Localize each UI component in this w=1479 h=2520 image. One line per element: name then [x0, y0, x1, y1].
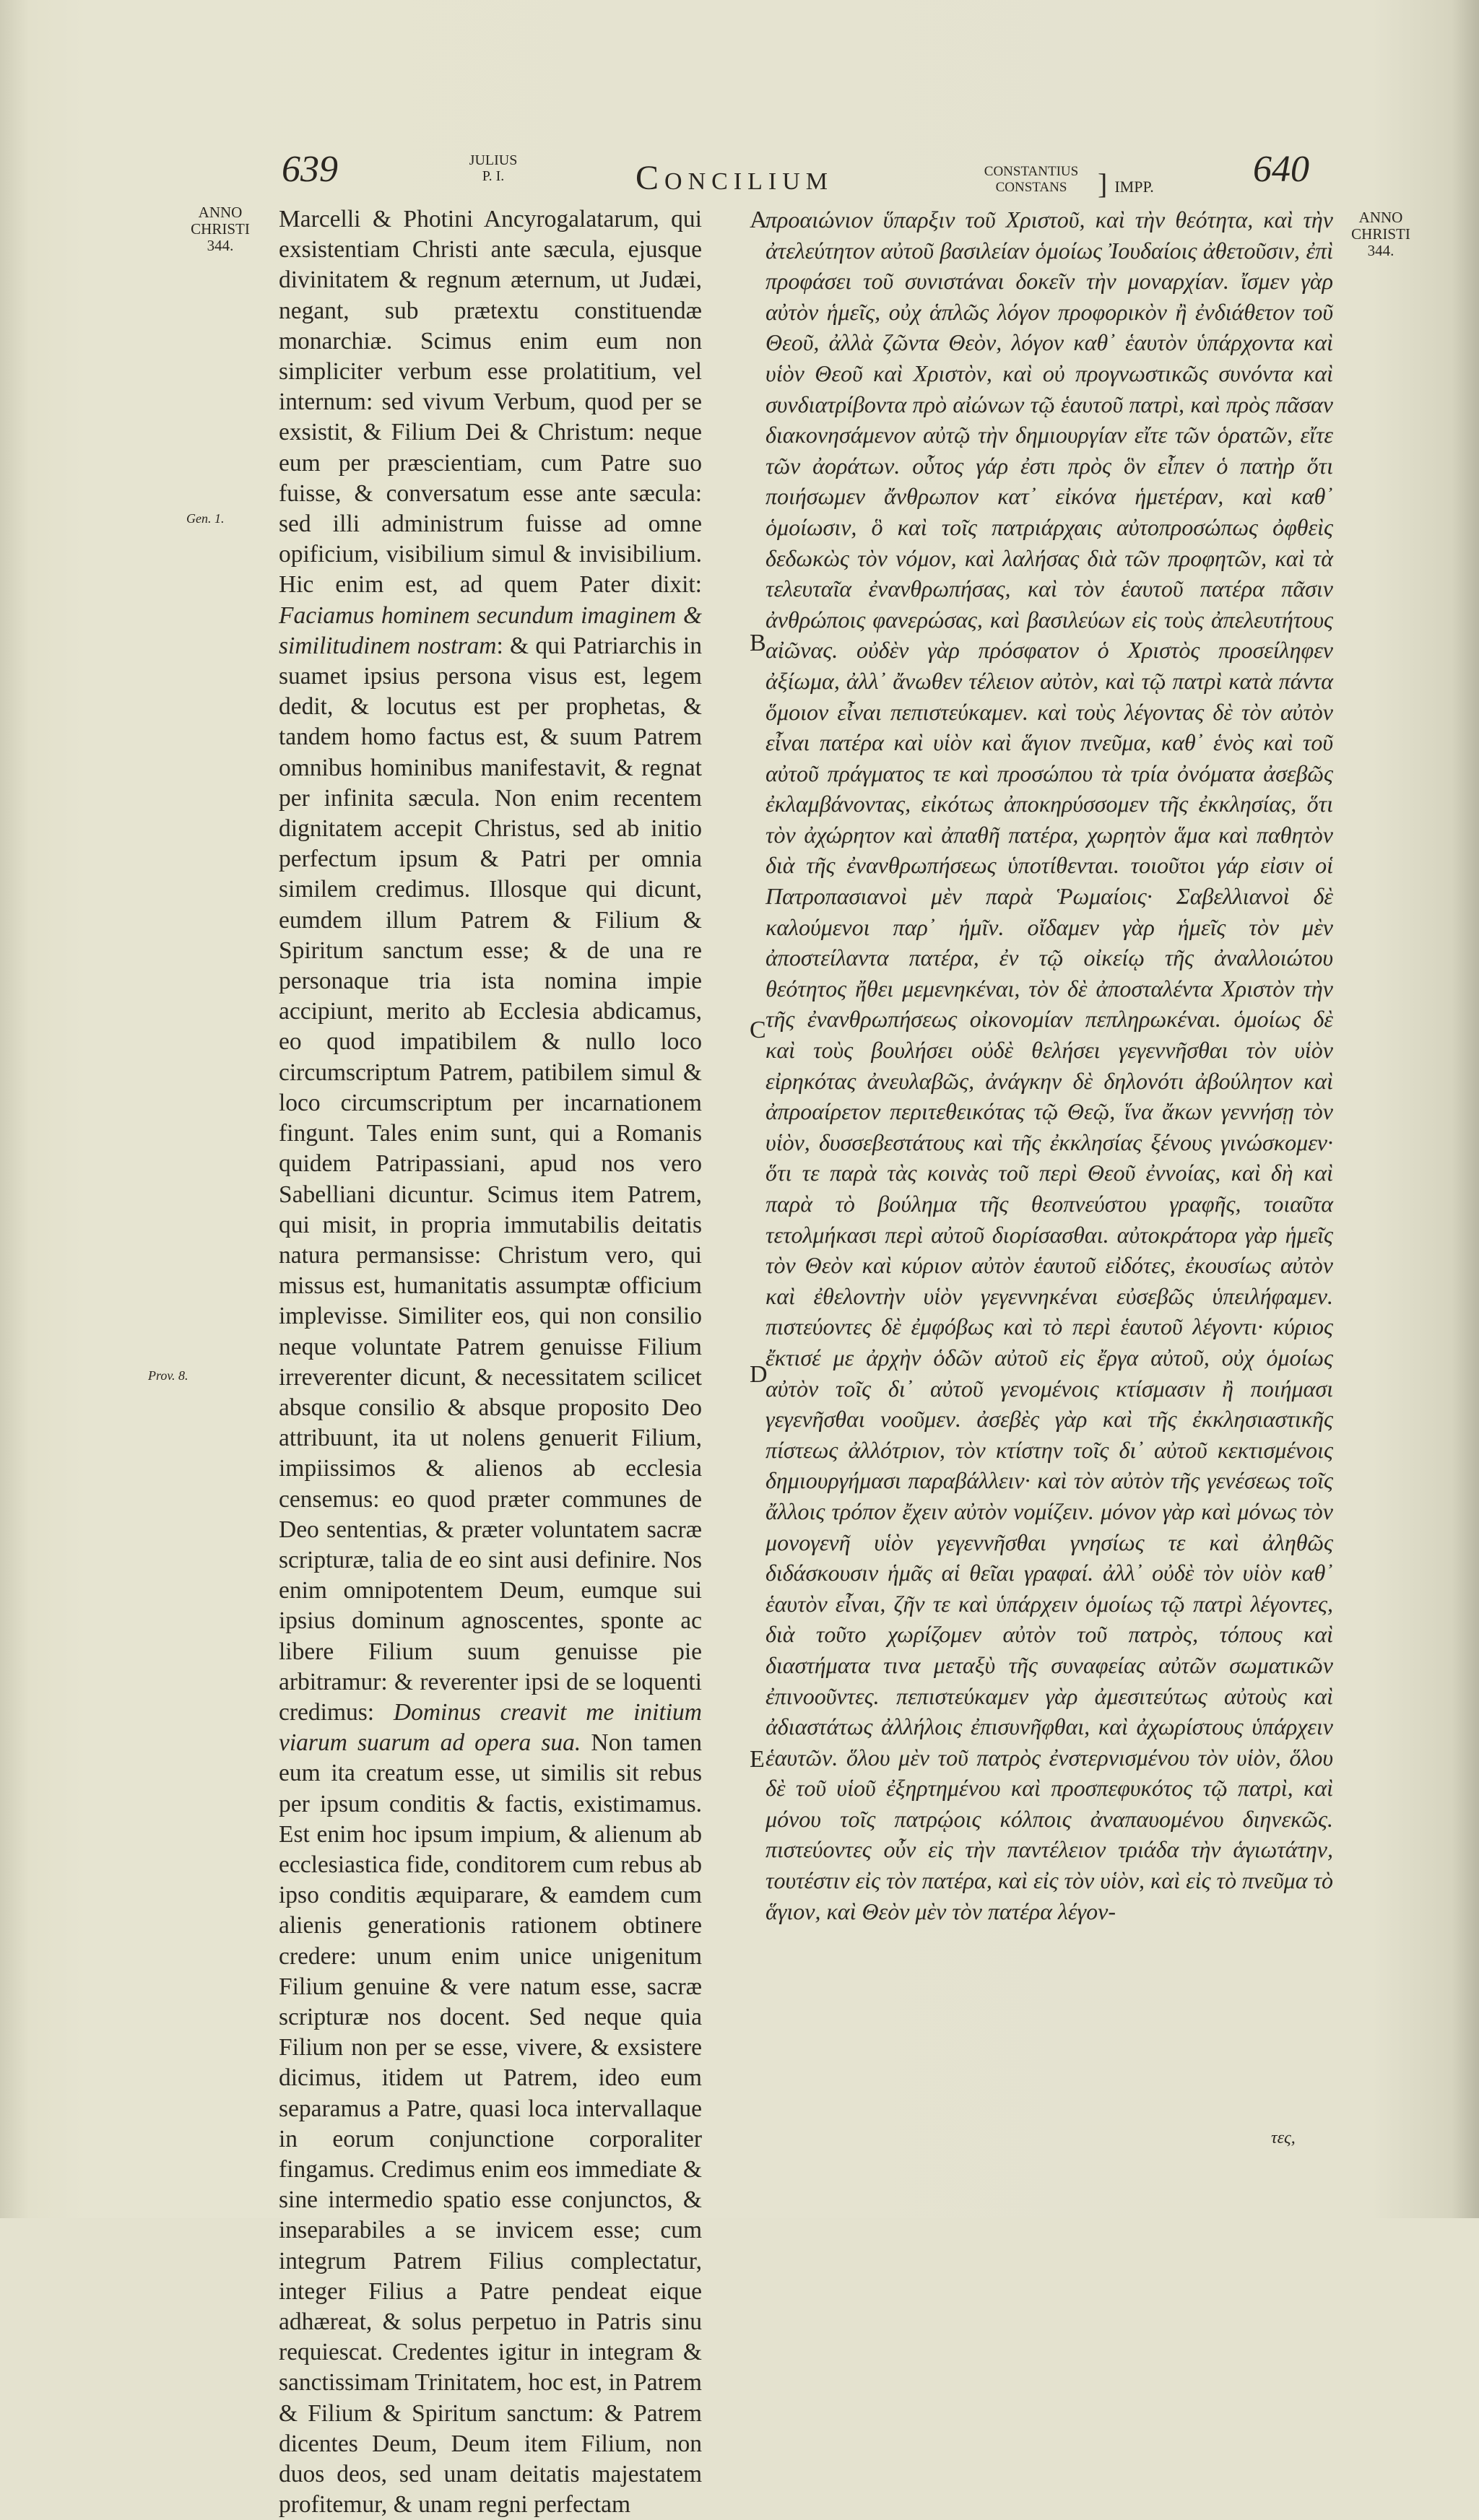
greek-column	[765, 204, 1333, 1926]
latin-quote-proverbs: Dominus creavit me initium viarum suarum ad opera sua.	[279, 1698, 703, 1757]
left-label-line1: JULIUS	[469, 152, 518, 168]
section-letter-c: C	[750, 1017, 766, 1043]
impp-label: IMPP.	[1114, 177, 1154, 196]
latin-paragraph	[279, 204, 702, 2520]
left-running-label	[468, 152, 519, 184]
right-label-suffix: ] IMPP.	[1098, 168, 1154, 200]
latin-text-3: Non tamen eum ita creatum esse, ut similis sit rebus per ipsum conditis & factis, existimamus. Est enim hoc ipsum impium, & alienum ab ecclesiastica fide, conditorem cum rebus ab ipso conditis æquiparare, & eamdem cum alienis generationis rationem obtinere credere: unum enim unice unigenitum Filium genuine & vere natum esse, sacræ scripturæ nos docent. Sed neque quia Filium non per se esse, vivere, & exsistere dicimus, itidem ut Patrem, ideo eum separamus a Patre, quasi loca intervallaque in eorum conjunctione corporaliter fingamus. Credimus enim eos immediate & sine intermedio spatio esse conjunctos, & inseparabiles a se invicem esse; cum integrum Patrem Filius complectatur, integer Filius a Patre pendeat eique adhæreat, & solus perpetuo in Patris sinu requiescat. Credentes igitur in integram & sanctissimam Trinitatem, hoc est, in Patrem & Filium & Spiritum sanctum: & Patrem dicentes Deum, Deum item Filium, non duos deos, sed unam deitatis majestatem profitemur, & unam regni perfectam	[279, 1729, 702, 2519]
margin-citation-genesis: Gen. 1.	[186, 511, 225, 526]
section-letter-a: A	[750, 207, 768, 233]
latin-quote-genesis: Faciamus hominem secundum imaginem & similitudinem nostram	[279, 601, 702, 659]
section-letter-e: E	[750, 1746, 765, 1773]
right-label-line1: CONSTANTIUS	[984, 164, 1079, 179]
left-page-number: 639	[282, 149, 338, 190]
right-label-line2: CONSTANS	[995, 180, 1067, 195]
section-letter-b: B	[750, 630, 766, 656]
page-header	[0, 148, 1479, 199]
margin-citation-proverbs: Prov. 8.	[148, 1368, 188, 1383]
section-letter-d: D	[750, 1361, 768, 1388]
right-margin-year: ANNO CHRISTI 344.	[1351, 209, 1410, 259]
right-running-label	[973, 164, 1089, 196]
page-title: Concilium	[636, 159, 833, 197]
catchword: τες,	[1271, 2129, 1296, 2147]
latin-text-2: : & qui Patriarchis in suamet ipsius persona visus est, legem dedit, & locutus est per prophetas, & tandem homo factus est, & suum Patrem omnibus hominibus manifestavit, & regnat per infinita sæcula. Non enim recentem dignitatem accepit Christus, sed ab initio perfectum ipsum & Patri per omnia similem credimus. Illosque qui dicunt, eumdem illum Patrem & Filium & Spiritum sanctum esse; & de una re personaque tria ista nomina impie accipiunt, merito ab Ecclesia abdicamus, eo quod impatibilem & nullo loco circumscriptum Patrem, patibilem simul & loco circumscriptum per incarnationem fingunt. Tales enim sunt, qui a Romanis quidem Patripassiani, apud nos vero Sabelliani dicuntur. Scimus item Patrem, qui misit, in propria immutabilis deitatis natura permansisse: Christum vero, qui missus est, humanitatis assumptæ officium implevisse. Similiter eos, qui non consilio neque voluntate Patrem genuisse Filium irreverenter dicunt, & necessitatem scilicet absque consilio & absque proposito Deo attribuunt, ita ut nolens genuerit Filium, impiissimos & alienos ab ecclesia censemus: eo quod præter communes de Deo sententias, & præter voluntatem sacræ scripturæ, talia de eo sint ausi definire. Nos enim omnipotentem Deum, eumque sui ipsius dominum agnoscentes, sponte ac libere Filium suum genuisse pie arbitramur: & reverenter ipsi de se loquenti credimus:	[279, 632, 702, 1726]
right-page-number: 640	[1253, 149, 1309, 190]
left-label-line2: P. I.	[482, 168, 505, 184]
latin-column	[279, 204, 702, 2520]
greek-text: προαιώνιον ὕπαρξιν τοῦ Χριστοῦ, καὶ τὴν θεότητα, καὶ τὴν ἀτελεύτητον αὐτοῦ βασιλείαν ὁμοίως Ἰουδαίοις ἀθετοῦσιν, ἐπὶ προφάσει τοῦ συνιστάναι δοκεῖν τὴν μοναρχίαν. ἴσμεν γὰρ αὐτὸν ἡμεῖς, οὐχ ἁπλῶς λόγον προφορικὸν ἢ ἐνδιάθετον τοῦ Θεοῦ, ἀλλὰ ζῶντα Θεὸν, λόγον καθ᾿ ἑαυτὸν ὑπάρχοντα καὶ υἱὸν Θεοῦ καὶ Χριστὸν, καὶ οὐ προγνωστικῶς συνόντα καὶ συνδιατρίβοντα πρὸ αἰώνων τῷ ἑαυτοῦ πατρὶ, καὶ πρὸς πᾶσαν διακονησάμενον αὐτῷ τὴν δημιουργίαν εἴτε τῶν ὁρατῶν, εἴτε τῶν ἀοράτων. οὗτος γάρ ἐστι πρὸς ὃν εἶπεν ὁ πατὴρ ὅτι ποιήσωμεν ἄνθρωπον κατ᾿ εἰκόνα ἡμετέραν, καὶ καθ᾿ ὁμοίωσιν, ὃ καὶ τοῖς πατριάρχαις αὐτοπροσώπως ὀφθεὶς δεδωκὼς τὸν νόμον, καὶ λαλήσας διὰ τῶν προφητῶν, καὶ τὰ τελευταῖα ἐνανθρωπήσας, καὶ τὸν ἑαυτοῦ πατέρα πᾶσιν ἀνθρώποις φανερώσας, καὶ βασιλεύων εἰς τοὺς ἀπελευτήτους αἰῶνας. οὐδὲν γὰρ πρόσφατον ὁ Χριστὸς προσείληφεν ἀξίωμα, ἀλλ᾿ ἄνωθεν τέλειον αὐτὸν, καὶ τῷ πατρὶ κατὰ πάντα ὅμοιον εἶναι πεπιστεύκαμεν. καὶ τοὺς λέγοντας δὲ τὸν αὐτὸν εἶναι πατέρα καὶ υἱὸν καὶ ἅγιον πνεῦμα, καθ᾿ ἑνὸς καὶ τοῦ αὐτοῦ πράγματος τε καὶ προσώπου τὰ τρία ὀνόματα ἀσεβῶς ἐκλαμβάνοντας, εἰκότως ἀποκηρύσσομεν τῆς ἐκκλησίας, ὅτι τὸν ἀχώρητον καὶ ἀπαθῆ πατέρα, χωρητὸν ἅμα καὶ παθητὸν διὰ τῆς ἐνανθρωπήσεως ὑποτίθενται. τοιοῦτοι γάρ εἰσιν οἱ Πατροπασιανοὶ μὲν παρὰ Ῥωμαίοις· Σαβελλιανοὶ δὲ καλούμενοι παρ᾿ ἡμῖν. οἴδαμεν γὰρ ἡμεῖς τὸν μὲν ἀποστείλαντα πατέρα, ἐν τῷ οἰκείῳ τῆς ἀναλλοιώτου θεότητος ἤθει μεμενηκέναι, τὸν δὲ ἀποσταλέντα Χριστὸν τὴν τῆς ἐνανθρωπήσεως οἰκονομίαν πεπληρωκέναι. ὁμοίως δὲ καὶ τοὺς βουλήσει οὐδὲ θελήσει γεγεννῆσθαι τὸν υἱὸν εἰρηκότας ἀνευλαβῶς, ἀνάγκην δὲ δηλονότι ἀβούλητον καὶ ἀπροαίρετον περιτεθεικότας τῷ Θεῷ, ἵνα ἄκων γεννήσῃ τὸν υἱὸν, δυσσεβεστάτους καὶ τῆς ἐκκλησίας ξένους γινώσκομεν· ὅτι τε παρὰ τὰς κοινὰς τοῦ περὶ Θεοῦ ἐννοίας, καὶ δὴ καὶ παρὰ τὸ βούλημα τῆς θεοπνεύστου γραφῆς, τοιαῦτα τετολμήκασι περὶ αὐτοῦ διορίσασθαι. αὐτοκράτορα γὰρ ἡμεῖς τὸν Θεὸν καὶ κύριον αὐτὸν ἑαυτοῦ εἰδότες, ἐκουσίως αὐτὸν καὶ ἐθελοντὴν υἱὸν γεγεννηκέναι εὐσεβῶς ὑπειλήφαμεν. πιστεύοντες δὲ ἐμφόβως καὶ τὸ περὶ ἑαυτοῦ λέγοντι· κύριος ἔκτισέ με ἀρχὴν ὁδῶν αὐτοῦ εἰς ἔργα αὐτοῦ, οὐχ ὁμοίως αὐτὸν τοῖς δι᾿ αὐτοῦ γενομένοις κτίσμασιν ἢ ποιήμασι γεγενῆσθαι νοοῦμεν. ἀσεβὲς γὰρ καὶ τῆς ἐκκλησιαστικῆς πίστεως ἀλλότριον, τὸν κτίστην τοῖς δι᾿ αὐτοῦ κεκτισμένοις δημιουργήμασι παραβάλλειν· καὶ τὸν αὐτὸν τῆς γενέσεως τοῖς ἄλλοις τρόπον ἔχειν αὐτὸν νομίζειν. μόνον γὰρ καὶ μόνως τὸν μονογενῆ υἱὸν γεγεννῆσθαι γνησίως τε καὶ ἀληθῶς διδάσκουσιν ἡμᾶς αἱ θεῖαι γραφαί. ἀλλ᾿ οὐδὲ τὸν υἱὸν καθ᾿ ἑαυτὸν εἶναι, ζῆν τε καὶ ὑπάρχειν ὁμοίως τῷ πατρὶ λέγοντες, διὰ τοῦτο χωρίζομεν αὐτὸν τοῦ πατρὸς, τόπους καὶ διαστήματα τινα μεταξὺ τῆς συναφείας αὐτῶν σωματικῶν ἐπινοοῦντες. πεπιστεύκαμεν γὰρ ἀμεσιτεύτως αὐτοὺς καὶ ἀδιαστάτως ἀλλήλοις ἐπισυνῆφθαι, καὶ ἀχωρίστους ὑπάρχειν ἑαυτῶν. ὅλου μὲν τοῦ πατρὸς ἐνστερνισμένου τὸν υἱὸν, ὅλου δὲ τοῦ υἱοῦ ἐξηρτημένου καὶ προσπεφυκότος τῷ πατρὶ, καὶ μόνου τοῖς πατρῴοις κόλποις ἀναπαυομένου διηνεκῶς. πιστεύοντες οὖν εἰς τὴν παντέλειον τριάδα τὴν ἁγιωτάτην, τουτέστιν εἰς τὸν πατέρα, καὶ εἰς τὸν υἱὸν, καὶ εἰς τὸ πνεῦμα τὸ ἅγιον, καὶ Θεὸν μὲν τὸν πατέρα λέγον-	[765, 207, 1333, 1924]
latin-text-1: Marcelli & Photini Ancyrogalatarum, qui exsistentiam Christi ante sæcula, ejusque divinitatem & regnum æternum, ut Judæi, negant, sub prætextu constituendæ monarchiæ. Scimus enim eum non simpliciter verbum esse prolatitium, vel internum: sed vivum Verbum, quod per se exsistit, & Filium Dei & Christum: neque eum per præscientiam, cum Patre suo fuisse, & conversatum esse ante sæcula: sed illi administrum fuisse ad omne opificium, visibilium simul & invisibilium. Hic enim est, ad quem Pater dixit:	[279, 206, 702, 599]
left-margin-year: ANNO CHRISTI 344.	[191, 204, 250, 254]
